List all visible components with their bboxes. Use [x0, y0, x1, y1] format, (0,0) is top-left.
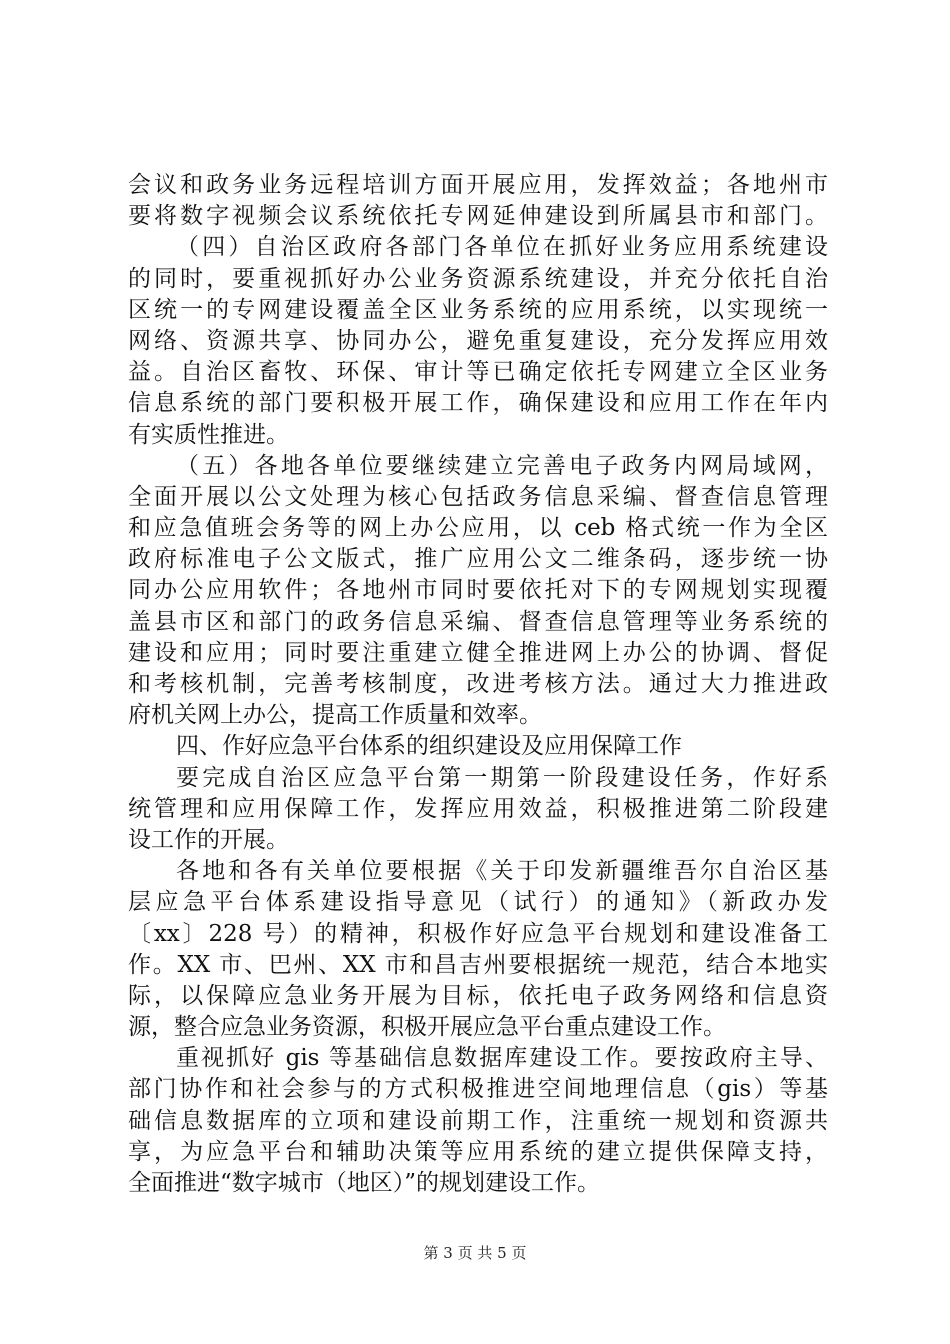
text-line: 政府标准电子公文版式，推广应用公文二维条码，逐步统一协 — [128, 546, 828, 573]
text-line: 信息系统的部门要积极开展工作，确保建设和应用工作在年内 — [128, 390, 828, 417]
text-line: 享，为应急平台和辅助决策等应用系统的建立提供保障支持， — [128, 1138, 828, 1165]
text-line: 要完成自治区应急平台第一期第一阶段建设任务，作好系 — [176, 764, 828, 791]
document-body — [128, 170, 828, 1199]
text-line: 有实质性推进。 — [128, 421, 289, 448]
text-line: 和应急值班会务等的网上办公应用，以 ceb 格式统一作为全区 — [128, 515, 828, 542]
text-line: 设工作的开展。 — [128, 826, 289, 853]
text-line: 全面推进“数字城市（地区）”的规划建设工作。 — [128, 1170, 601, 1196]
text-line: （五）各地各单位要继续建立完善电子政务内网局域网， — [176, 452, 828, 479]
text-line: 的同时，要重视抓好办公业务资源系统建设，并充分依托自治 — [128, 265, 828, 292]
text-line: 益。自治区畜牧、环保、审计等已确定依托专网建立全区业务 — [128, 359, 828, 386]
text-line: 重视抓好 gis 等基础信息数据库建设工作。要按政府主导、 — [176, 1045, 828, 1072]
text-line: 要将数字视频会议系统依托专网延伸建设到所属县市和部门。 — [128, 203, 828, 230]
text-line: 四、作好应急平台体系的组织建设及应用保障工作 — [176, 733, 682, 760]
text-line: （四）自治区政府各部门各单位在抓好业务应用系统建设 — [176, 234, 828, 261]
text-line: 际，以保障应急业务开展为目标，依托电子政务网络和信息资 — [128, 982, 828, 1009]
text-line: 会议和政务业务远程培训方面开展应用，发挥效益；各地州市 — [128, 172, 828, 198]
text-line: 区统一的专网建设覆盖全区业务系统的应用系统，以实现统一 — [128, 296, 828, 323]
text-line: 和考核机制，完善考核制度，改进考核方法。通过大力推进政 — [128, 671, 828, 697]
text-line: 府机关网上办公，提高工作质量和效率。 — [128, 702, 542, 729]
text-line: 作。XX 市、巴州、XX 市和昌吉州要根据统一规范，结合本地实 — [128, 951, 828, 978]
page-footer: 第 3 页 共 5 页 — [423, 1244, 527, 1262]
text-line: 源，整合应急业务资源，积极开展应急平台重点建设工作。 — [128, 1014, 726, 1041]
text-line: 统管理和应用保障工作，发挥应用效益，积极推进第二阶段建 — [128, 795, 828, 822]
text-line: 础信息数据库的立项和建设前期工作，注重统一规划和资源共 — [128, 1107, 828, 1134]
text-line: 盖县市区和部门的政务信息采编、督查信息管理等业务系统的 — [128, 608, 828, 635]
text-line: 部门协作和社会参与的方式积极推进空间地理信息（gis）等基 — [128, 1076, 828, 1103]
text-line: 〔xx〕228 号）的精神，积极作好应急平台规划和建设准备工 — [128, 920, 828, 947]
text-line: 网络、资源共享、协同办公，避免重复建设，充分发挥应用效 — [128, 327, 828, 354]
text-line: 同办公应用软件；各地州市同时要依托对下的专网规划实现覆 — [128, 577, 828, 604]
text-line: 各地和各有关单位要根据《关于印发新疆维吾尔自治区基 — [176, 858, 828, 885]
text-line: 全面开展以公文处理为核心包括政务信息采编、督查信息管理 — [128, 483, 828, 510]
text-line: 层应急平台体系建设指导意见（试行）的通知》（新政办发 — [128, 889, 828, 916]
text-line: 建设和应用；同时要注重建立健全推进网上办公的协调、督促 — [128, 639, 828, 666]
